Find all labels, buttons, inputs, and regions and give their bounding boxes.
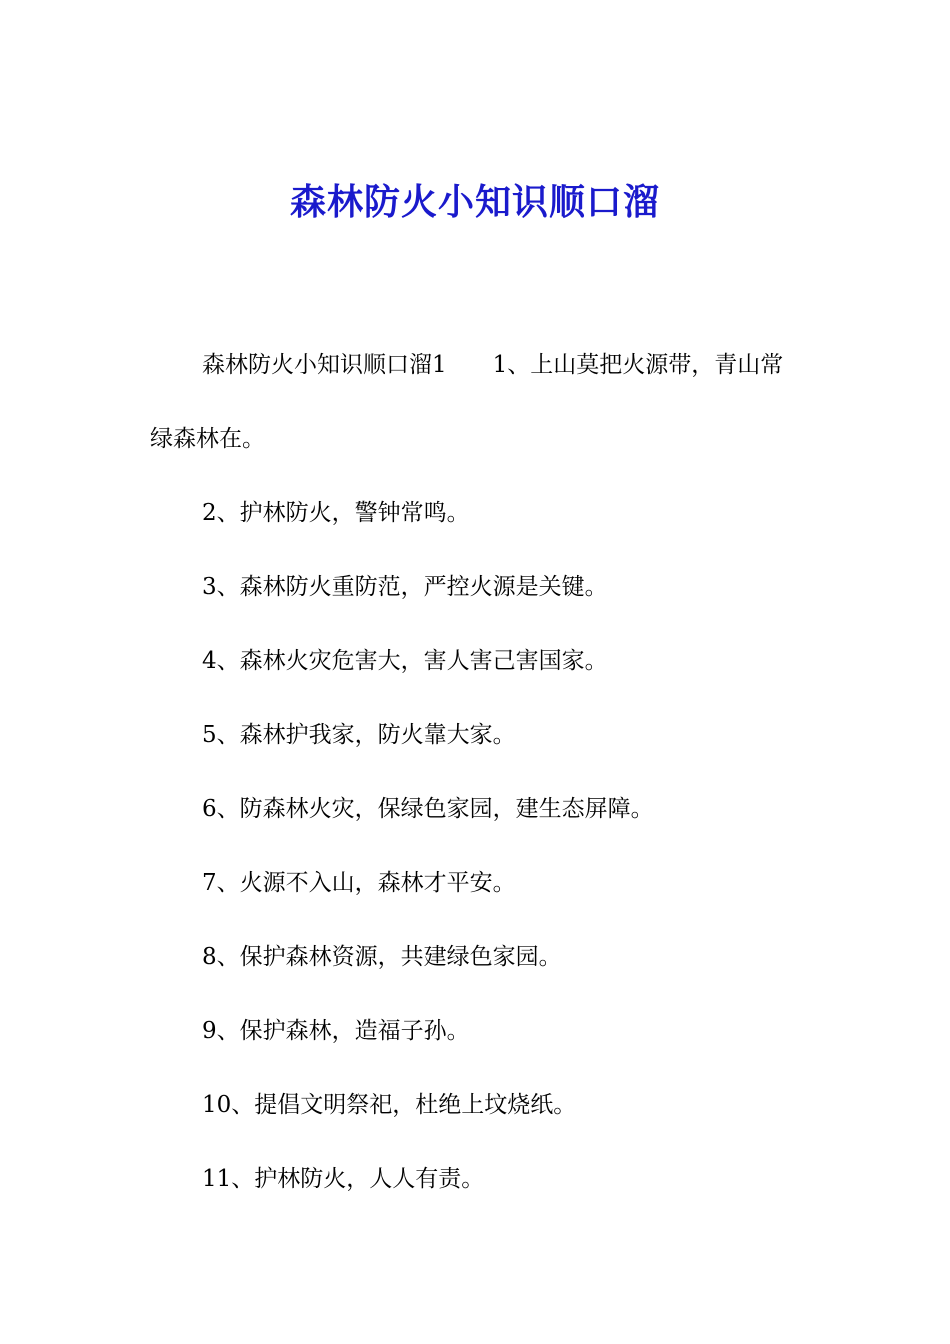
document-title: 森林防火小知识顺口溜 [289,181,660,223]
list-item: 8、保护森林资源，共建绿色家园。 [202,944,562,970]
list-item: 10、提倡文明祭祀，杜绝上坟烧纸。 [202,1092,577,1118]
list-item: 7、火源不入山，森林才平安。 [202,870,516,896]
list-item: 2、护林防火，警钟常鸣。 [202,500,470,526]
list-item-1: 1、上山莫把火源带，青山常绿森林在。 [150,352,784,452]
document-body [150,328,800,1216]
list-item: 6、防森林火灾，保绿色家园，建生态屏障。 [202,796,654,822]
list-item: 9、保护森林，造福子孙。 [202,1018,470,1044]
list-item: 4、森林火灾危害大，害人害己害国家。 [202,648,608,674]
first-paragraph [150,328,800,476]
section-heading: 森林防火小知识顺口溜1 [202,352,447,378]
list-item: 3、森林防火重防范，严控火源是关键。 [202,574,608,600]
list-item: 11、护林防火，人人有责。 [202,1166,485,1192]
list-item: 5、森林护我家，防火靠大家。 [202,722,516,748]
